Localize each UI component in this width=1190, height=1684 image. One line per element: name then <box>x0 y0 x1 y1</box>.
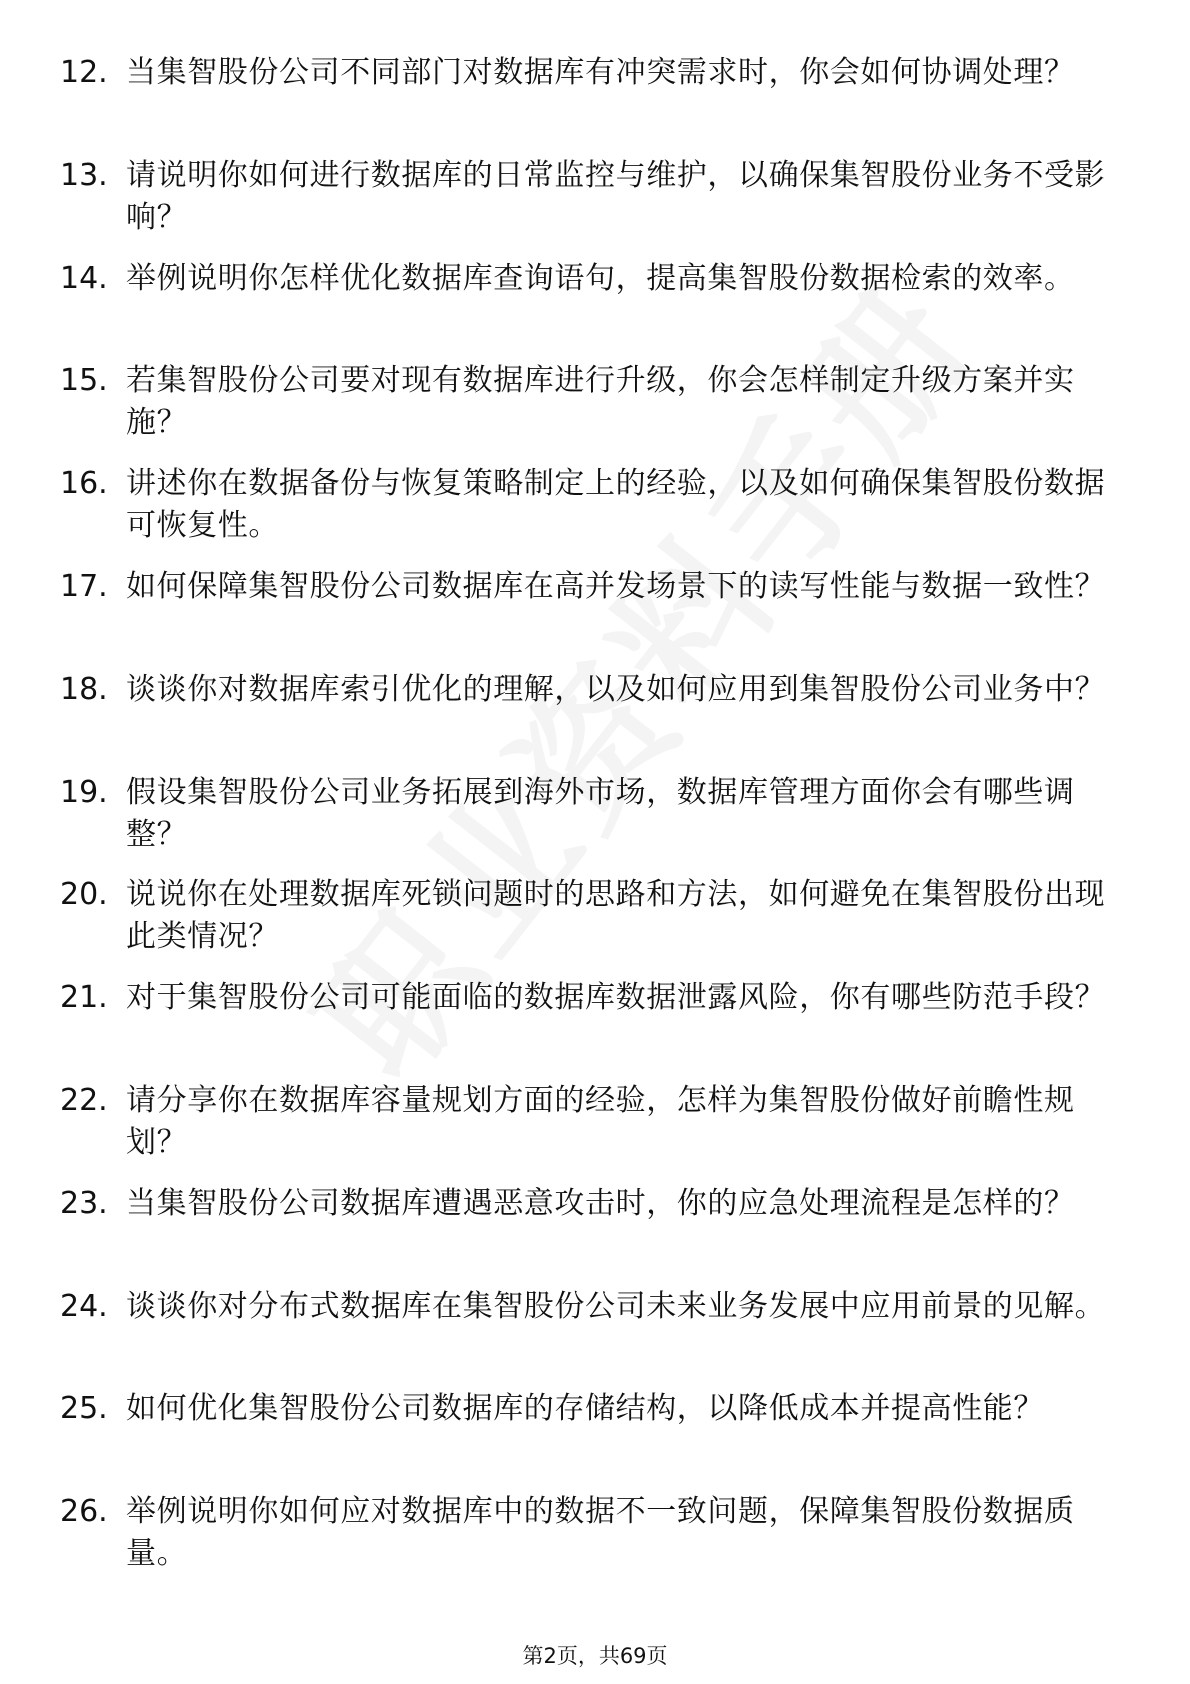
question-number: 25. <box>60 1391 108 1427</box>
question-text: 讲述你在数据备份与恢复策略制定上的经验，以及如何确保集智股份数据可恢复性。 <box>126 466 1106 544</box>
question-list <box>0 52 1190 1594</box>
question-item <box>0 874 1190 977</box>
question-text: 请说明你如何进行数据库的日常监控与维护，以确保集智股份业务不受影响？ <box>126 157 1106 235</box>
question-text: 谈谈你对数据库索引优化的理解，以及如何应用到集智股份公司业务中？ <box>126 671 1106 707</box>
question-number: 26. <box>60 1494 108 1530</box>
question-text: 当集智股份公司数据库遭遇恶意攻击时，你的应急处理流程是怎样的？ <box>126 1185 1075 1221</box>
question-number: 18. <box>60 671 108 707</box>
question-item <box>0 258 1190 361</box>
question-text: 举例说明你如何应对数据库中的数据不一致问题，保障集智股份数据质量。 <box>126 1494 1075 1572</box>
question-text: 如何优化集智股份公司数据库的存储结构，以降低成本并提高性能？ <box>126 1391 1044 1427</box>
question-number: 22. <box>60 1082 108 1118</box>
question-item <box>0 669 1190 772</box>
question-text: 谈谈你对分布式数据库在集智股份公司未来业务发展中应用前景的见解。 <box>126 1288 1106 1324</box>
question-number: 12. <box>60 55 108 90</box>
question-number: 23. <box>60 1185 108 1221</box>
question-text: 当集智股份公司不同部门对数据库有冲突需求时，你会如何协调处理？ <box>126 55 1075 90</box>
question-item <box>0 1080 1190 1183</box>
question-item <box>0 463 1190 566</box>
question-item <box>0 977 1190 1080</box>
question-item <box>0 360 1190 463</box>
question-item <box>0 566 1190 669</box>
question-item <box>0 1286 1190 1389</box>
question-text: 对于集智股份公司可能面临的数据库数据泄露风险，你有哪些防范手段？ <box>126 980 1106 1016</box>
question-number: 15. <box>60 363 108 399</box>
question-text: 请分享你在数据库容量规划方面的经验，怎样为集智股份做好前瞻性规划？ <box>126 1082 1075 1160</box>
question-item <box>0 1183 1190 1286</box>
question-number: 13. <box>60 157 108 193</box>
question-text: 若集智股份公司要对现有数据库进行升级，你会怎样制定升级方案并实施？ <box>126 363 1075 441</box>
question-item <box>0 1388 1190 1491</box>
question-text: 假设集智股份公司业务拓展到海外市场，数据库管理方面你会有哪些调整？ <box>126 774 1075 852</box>
question-number: 24. <box>60 1288 108 1324</box>
question-item <box>0 772 1190 875</box>
question-number: 14. <box>60 260 108 296</box>
question-number: 16. <box>60 466 108 502</box>
question-text: 如何保障集智股份公司数据库在高并发场景下的读写性能与数据一致性？ <box>126 568 1106 604</box>
question-number: 21. <box>60 980 108 1016</box>
question-item <box>0 155 1190 258</box>
question-item <box>0 52 1190 155</box>
question-text: 举例说明你怎样优化数据库查询语句，提高集智股份数据检索的效率。 <box>126 260 1075 296</box>
page-footer <box>0 1640 1190 1670</box>
question-number: 17. <box>60 568 108 604</box>
question-text: 说说你在处理数据库死锁问题时的思路和方法，如何避免在集智股份出现此类情况？ <box>126 877 1106 955</box>
question-number: 19. <box>60 774 108 810</box>
question-number: 20. <box>60 877 108 913</box>
page-number: 第2页，共69页 <box>522 1644 668 1668</box>
question-item <box>0 1491 1190 1594</box>
